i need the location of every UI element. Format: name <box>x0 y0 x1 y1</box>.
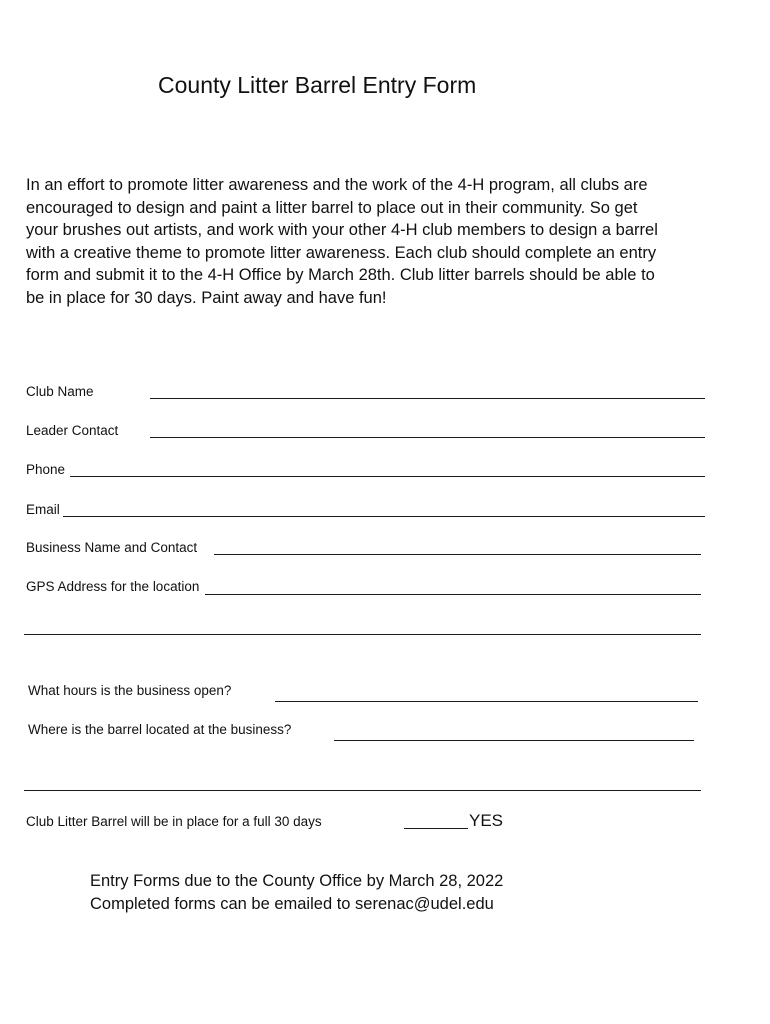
barrel-location-label: Where is the barrel located at the business? <box>28 722 292 737</box>
email-field[interactable] <box>63 516 705 517</box>
intro-paragraph <box>26 174 716 309</box>
gps-address-continuation-field[interactable] <box>24 634 701 635</box>
thirty-days-label: Club Litter Barrel will be in place for a full 30 days <box>26 814 322 829</box>
footer-due-date: Entry Forms due to the County Office by March 28, 2022 <box>90 872 504 890</box>
barrel-location-continuation-field[interactable] <box>24 790 701 791</box>
leader-contact-field[interactable] <box>150 437 705 438</box>
business-name-label: Business Name and Contact <box>26 540 198 555</box>
intro-line: In an effort to promote litter awareness and the work of the 4-H program, all clubs are <box>26 176 648 194</box>
intro-line: encouraged to design and paint a litter barrel to place out in their community. So get <box>26 198 638 217</box>
hours-label: What hours is the business open? <box>28 683 232 698</box>
barrel-location-field[interactable] <box>334 740 694 741</box>
footer-note <box>90 870 503 916</box>
phone-field[interactable] <box>70 476 705 477</box>
intro-line: be in place for 30 days. Paint away and have fun! <box>26 288 387 307</box>
yes-checkbox-line[interactable] <box>404 828 468 829</box>
club-name-field[interactable] <box>150 398 705 399</box>
intro-line: with a creative theme to promote litter awareness. Each club should complete an entry <box>26 243 657 262</box>
intro-line: form and submit it to the 4-H Office by March 28th. Club litter barrels should be able to <box>26 266 655 284</box>
business-name-field[interactable] <box>214 554 701 555</box>
phone-label: Phone <box>26 462 66 477</box>
gps-address-label: GPS Address for the location <box>26 579 200 594</box>
form-title: County Litter Barrel Entry Form <box>158 72 477 98</box>
email-label: Email <box>26 502 60 517</box>
club-name-label: Club Name <box>26 384 94 399</box>
gps-address-field[interactable] <box>205 594 701 595</box>
footer-email-instructions: Completed forms can be emailed to serenac@udel.edu <box>90 895 494 913</box>
yes-label: YES <box>469 811 504 830</box>
intro-line: your brushes out artists, and work with your other 4-H club members to design a barrel <box>26 221 658 239</box>
hours-field[interactable] <box>275 701 698 702</box>
leader-contact-label: Leader Contact <box>26 423 119 438</box>
